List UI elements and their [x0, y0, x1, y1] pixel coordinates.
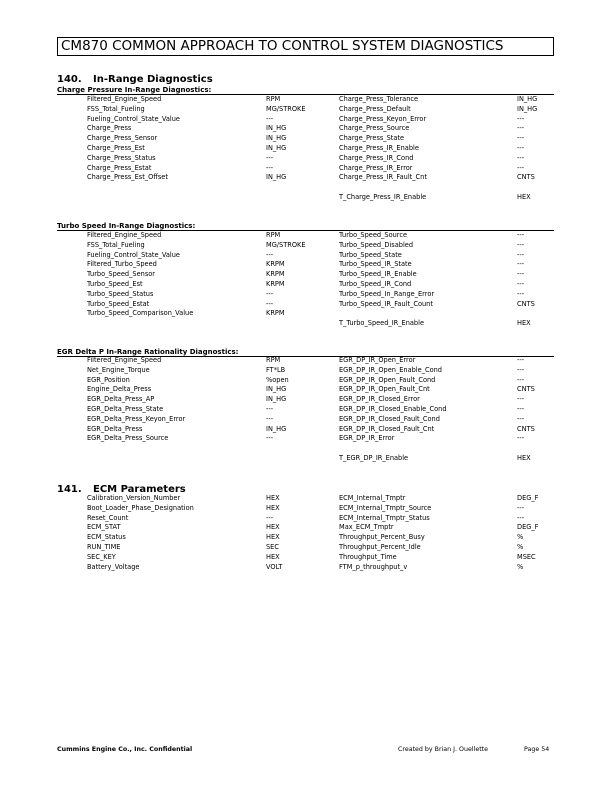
table-row: [0, 425, 612, 435]
param-unit: %: [517, 562, 524, 571]
param-unit: DEG_F: [517, 523, 539, 532]
param-name: EGR_DP_IR_Error: [339, 434, 395, 443]
param-unit: ---: [266, 250, 274, 259]
param-unit: ---: [517, 356, 525, 364]
param-name: EGR_Delta_Press_Keyon_Error: [87, 414, 186, 423]
param-name: Turbo_Speed_State: [339, 250, 402, 259]
table-row: [0, 376, 612, 386]
param-unit: SEC: [266, 542, 279, 551]
param-name: Turbo_Speed_Disabled: [339, 240, 414, 249]
param-name: ECM_Internal_Tmptr_Source: [339, 503, 432, 512]
param-unit: HEX: [266, 494, 280, 502]
param-unit: HEX: [266, 523, 280, 532]
param-name: FSS_Total_Fueling: [87, 240, 145, 249]
param-name: Throughput_Percent_Idle: [339, 542, 421, 551]
document-title: CM870 COMMON APPROACH TO CONTROL SYSTEM DIAGNOSTICS: [57, 37, 554, 56]
table-row: [0, 319, 612, 329]
param-name: Charge_Press_Tolerance: [339, 95, 419, 103]
param-unit: ---: [517, 395, 525, 404]
param-unit: FT*LB: [266, 365, 286, 374]
table-row: [0, 124, 612, 134]
param-name: EGR_DP_IR_Closed_Fault_Cnt: [339, 424, 435, 433]
param-name: Fueling_Control_State_Value: [87, 250, 180, 259]
param-unit: IN_HG: [517, 104, 538, 113]
param-name: EGR_DP_IR_Closed_Fault_Cond: [339, 414, 440, 423]
param-name: ECM_Status: [87, 533, 126, 542]
param-unit: HEX: [517, 453, 531, 462]
param-unit: MG/STROKE: [266, 240, 306, 249]
param-name: Filtered_Turbo_Speed: [87, 260, 157, 269]
param-name: T_Charge_Press_IR_Enable: [339, 192, 427, 201]
table-row: [0, 504, 612, 514]
param-name: Calibration_Version_Number: [87, 494, 181, 502]
param-name: T_EGR_DP_IR_Enable: [339, 453, 409, 462]
param-unit: ---: [517, 404, 525, 413]
param-name: Charge_Press_Estat: [87, 163, 152, 172]
param-unit: MSEC: [517, 552, 536, 561]
table-row: [0, 533, 612, 543]
table-row: [0, 514, 612, 524]
section-title: In-Range Diagnostics: [93, 74, 213, 85]
param-unit: IN_HG: [266, 134, 287, 143]
param-name: SEC_KEY: [87, 552, 116, 561]
param-unit: RPM: [266, 95, 281, 103]
param-name: Turbo_Speed_Estat: [87, 299, 150, 308]
param-unit: KRPM: [266, 309, 285, 318]
param-unit: ---: [517, 365, 525, 374]
param-name: Throughput_Time: [339, 552, 397, 561]
table-row: [0, 309, 612, 319]
table-row: [0, 290, 612, 300]
param-name: EGR_DP_IR_Open_Fault_Cond: [339, 375, 436, 384]
param-unit: CNTS: [517, 299, 535, 308]
param-unit: HEX: [266, 533, 280, 542]
param-unit: KRPM: [266, 279, 285, 288]
param-unit: CNTS: [517, 385, 535, 394]
param-name: EGR_Delta_Press: [87, 424, 143, 433]
param-name: Charge_Press_Est_Offset: [87, 173, 168, 182]
param-name: Battery_Voltage: [87, 562, 140, 571]
table-row: [0, 231, 612, 241]
table-row: [0, 385, 612, 395]
param-unit: ---: [517, 289, 525, 298]
param-unit: IN_HG: [517, 95, 538, 103]
section-heading-in-range: [57, 74, 213, 85]
param-name: Turbo_Speed_IR_Cond: [339, 279, 412, 288]
param-name: FTM_p_throughput_v: [339, 562, 408, 571]
table-row: [0, 280, 612, 290]
table-row: [0, 251, 612, 261]
param-name: EGR_DP_IR_Closed_Enable_Cond: [339, 404, 447, 413]
param-name: Max_ECM_Tmptr: [339, 523, 394, 532]
param-unit: HEX: [266, 503, 280, 512]
param-unit: ---: [517, 114, 525, 123]
table-row: [0, 183, 612, 193]
param-unit: ---: [517, 260, 525, 269]
param-unit: CNTS: [517, 424, 535, 433]
param-unit: ---: [266, 404, 274, 413]
param-unit: %: [517, 533, 524, 542]
table-row: [0, 543, 612, 553]
footer-author: Created by Brian J. Ouellette: [398, 746, 489, 753]
param-name: Throughput_Percent_Busy: [339, 533, 425, 542]
param-name: Charge_Press_Status: [87, 153, 156, 162]
param-name: EGR_DP_IR_Open_Error: [339, 356, 416, 364]
param-unit: IN_HG: [266, 143, 287, 152]
group-heading-charge-pressure: Charge Pressure In-Range Diagnostics:: [57, 86, 554, 95]
table-row: [0, 144, 612, 154]
param-unit: ---: [517, 434, 525, 443]
param-name: Charge_Press_IR_Error: [339, 163, 413, 172]
param-unit: ---: [266, 289, 274, 298]
param-unit: ---: [266, 414, 274, 423]
param-name: Turbo_Speed_Status: [87, 289, 154, 298]
group-heading-turbo-speed: Turbo Speed In-Range Diagnostics:: [57, 222, 554, 231]
param-name: Charge_Press_Est: [87, 143, 145, 152]
table-row: [0, 356, 612, 366]
param-unit: ---: [517, 375, 525, 384]
param-unit: ---: [266, 513, 274, 522]
param-name: Charge_Press: [87, 124, 132, 133]
table-row: [0, 270, 612, 280]
param-unit: CNTS: [517, 173, 535, 182]
table-row: [0, 395, 612, 405]
param-name: ECM_Internal_Tmptr: [339, 494, 406, 502]
param-name: Charge_Press_State: [339, 134, 405, 143]
param-unit: HEX: [266, 552, 280, 561]
param-name: ECM_Internal_Tmptr_Status: [339, 513, 430, 522]
param-name: FSS_Total_Fueling: [87, 104, 145, 113]
param-unit: HEX: [517, 192, 531, 201]
param-unit: ---: [266, 163, 274, 172]
table-row: [0, 134, 612, 144]
param-unit: RPM: [266, 231, 281, 239]
table-row: [0, 415, 612, 425]
param-name: T_Turbo_Speed_IR_Enable: [339, 319, 425, 328]
param-unit: ---: [517, 231, 525, 239]
param-name: ECM_STAT: [87, 523, 121, 532]
param-unit: HEX: [517, 319, 531, 328]
param-name: EGR_Delta_Press_State: [87, 404, 164, 413]
param-unit: DEG_F: [517, 494, 539, 502]
param-unit: ---: [517, 414, 525, 423]
param-name: Turbo_Speed_IR_State: [339, 260, 412, 269]
group-heading-egr-delta-p: EGR Delta P In-Range Rationality Diagnostics:: [57, 348, 554, 357]
param-unit: ---: [517, 143, 525, 152]
table-row: [0, 164, 612, 174]
table-row: [0, 405, 612, 415]
table-row: [0, 241, 612, 251]
param-unit: ---: [517, 270, 525, 279]
param-unit: ---: [517, 153, 525, 162]
param-name: Filtered_Engine_Speed: [87, 231, 162, 239]
table-row: [0, 173, 612, 183]
param-name: Charge_Press_IR_Enable: [339, 143, 419, 152]
param-name: EGR_Delta_Press_Source: [87, 434, 169, 443]
param-name: EGR_DP_IR_Open_Enable_Cond: [339, 365, 442, 374]
param-unit: ---: [517, 513, 525, 522]
param-name: Turbo_Speed_IR_Enable: [339, 270, 417, 279]
param-name: Reset_Count: [87, 513, 129, 522]
param-name: Charge_Press_IR_Cond: [339, 153, 414, 162]
table-row: [0, 193, 612, 203]
param-unit: VOLT: [266, 562, 283, 571]
param-name: Turbo_Speed_Source: [339, 231, 408, 239]
param-name: Turbo_Speed_Sensor: [87, 270, 156, 279]
table-row: [0, 454, 612, 464]
param-unit: IN_HG: [266, 395, 287, 404]
param-name: Engine_Delta_Press: [87, 385, 152, 394]
param-name: Turbo_Speed_Est: [87, 279, 143, 288]
table-row: [0, 434, 612, 444]
table-row: [0, 105, 612, 115]
param-unit: KRPM: [266, 260, 285, 269]
table-row: [0, 115, 612, 125]
param-unit: ---: [266, 434, 274, 443]
param-unit: ---: [517, 163, 525, 172]
param-name: Turbo_Speed_IR_Fault_Count: [339, 299, 433, 308]
param-unit: ---: [266, 153, 274, 162]
table-row: [0, 95, 612, 105]
param-unit: %: [517, 542, 524, 551]
param-unit: %open: [266, 375, 289, 384]
section-title: ECM Parameters: [93, 484, 186, 495]
table-row: [0, 523, 612, 533]
param-unit: ---: [266, 299, 274, 308]
footer-page-number: Page 54: [524, 746, 550, 753]
table-row: [0, 494, 612, 504]
table-row: [0, 260, 612, 270]
param-unit: ---: [517, 503, 525, 512]
table-row: [0, 300, 612, 310]
param-unit: RPM: [266, 356, 281, 364]
param-unit: ---: [517, 134, 525, 143]
param-name: EGR_DP_IR_Open_Fault_Cnt: [339, 385, 430, 394]
table-row: [0, 154, 612, 164]
param-name: Filtered_Engine_Speed: [87, 95, 162, 103]
param-unit: ---: [517, 240, 525, 249]
param-name: Charge_Press_IR_Fault_Cnt: [339, 173, 427, 182]
param-name: RUN_TIME: [87, 542, 121, 551]
param-name: Charge_Press_Source: [339, 124, 410, 133]
param-name: EGR_Delta_Press_AP: [87, 395, 155, 404]
param-table-ecm: [0, 494, 612, 572]
table-row: [0, 366, 612, 376]
param-name: Charge_Press_Default: [339, 104, 411, 113]
param-table-turbo-speed: [0, 231, 612, 329]
param-unit: IN_HG: [266, 124, 287, 133]
footer-company: Cummins Engine Co., Inc. Confidential: [57, 746, 193, 753]
param-name: Turbo_Speed_In_Range_Error: [339, 289, 435, 298]
param-name: Net_Engine_Torque: [87, 365, 150, 374]
param-unit: IN_HG: [266, 385, 287, 394]
param-unit: MG/STROKE: [266, 104, 306, 113]
param-unit: IN_HG: [266, 173, 287, 182]
table-row: [0, 553, 612, 563]
param-unit: ---: [517, 124, 525, 133]
param-table-charge-pressure: [0, 95, 612, 203]
param-unit: IN_HG: [266, 424, 287, 433]
param-name: EGR_Position: [87, 375, 130, 384]
param-name: Fueling_Control_State_Value: [87, 114, 180, 123]
param-unit: ---: [517, 279, 525, 288]
param-unit: ---: [266, 114, 274, 123]
param-name: Boot_Loader_Phase_Designation: [87, 503, 194, 512]
param-unit: KRPM: [266, 270, 285, 279]
param-name: EGR_DP_IR_Closed_Error: [339, 395, 420, 404]
section-number: 140.: [57, 74, 82, 85]
param-table-egr-delta-p: [0, 356, 612, 464]
param-unit: ---: [517, 250, 525, 259]
table-row: [0, 444, 612, 454]
section-number: 141.: [57, 484, 82, 495]
param-name: Charge_Press_Keyon_Error: [339, 114, 427, 123]
table-row: [0, 563, 612, 573]
param-name: Turbo_Speed_Comparison_Value: [87, 309, 194, 318]
param-name: Charge_Press_Sensor: [87, 134, 158, 143]
param-name: Filtered_Engine_Speed: [87, 356, 162, 364]
